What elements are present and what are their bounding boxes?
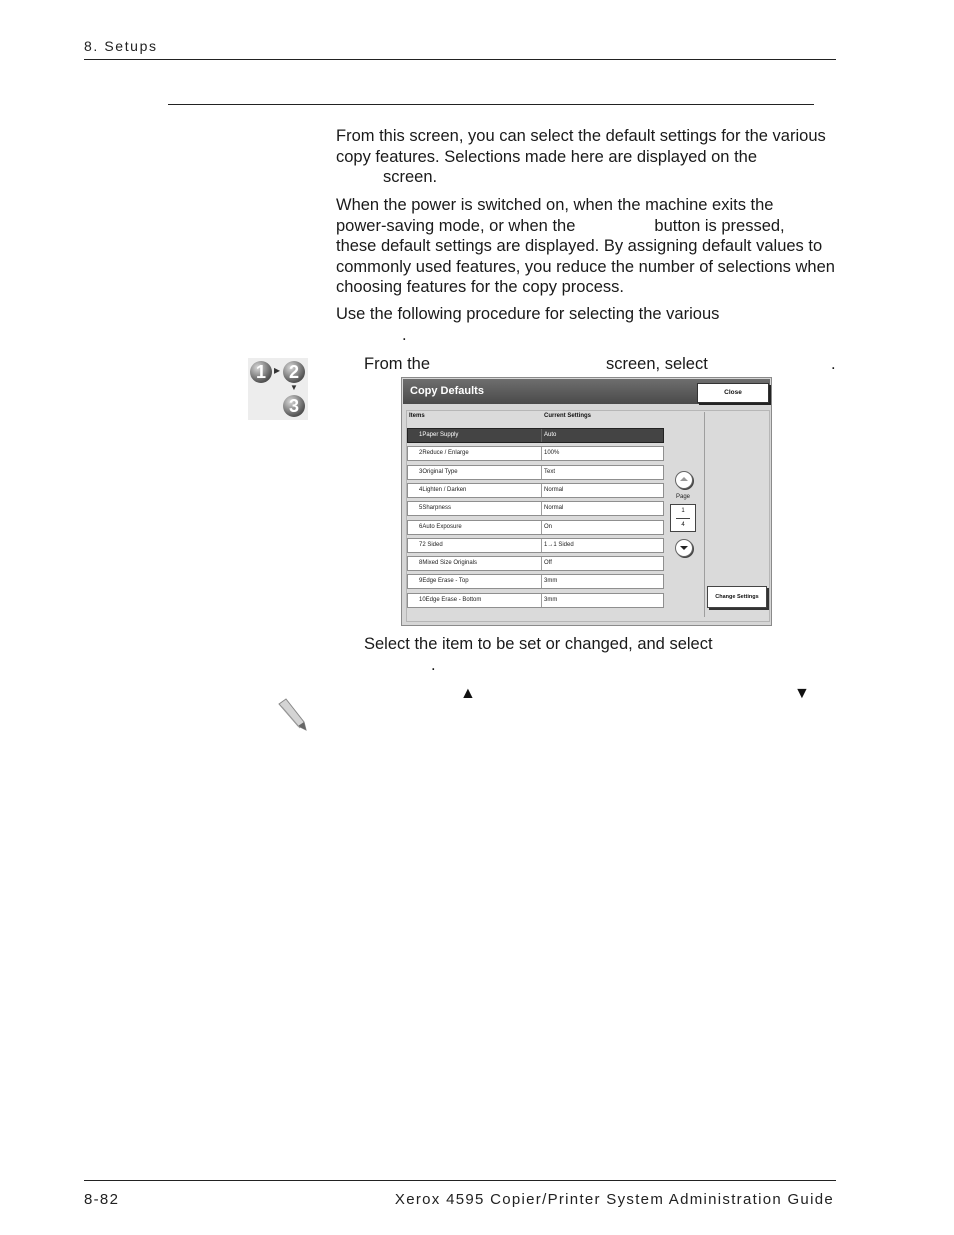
step-1-end: . [831, 355, 836, 373]
setting-value: On [544, 523, 553, 530]
intro-paragraph [336, 126, 836, 188]
settings-row[interactable] [407, 538, 664, 553]
page-number: 8-82 [84, 1191, 120, 1208]
setting-item-label: 6Auto Exposure [419, 523, 462, 530]
setting-item-label: 9Edge Erase - Top [419, 578, 469, 585]
screen-title-bar [403, 379, 770, 404]
setting-item-label: 1Paper Supply [419, 432, 459, 438]
procedure-paragraph [336, 304, 836, 345]
scroll-up-button[interactable] [675, 471, 693, 489]
row-divider [541, 594, 542, 607]
page-label: Page [676, 494, 691, 500]
down-triangle-symbol: ▼ [794, 685, 810, 702]
settings-row[interactable] [407, 593, 664, 608]
setting-item-label: 72 Sided [419, 541, 443, 548]
settings-row[interactable] [407, 483, 664, 498]
row-divider [541, 575, 542, 588]
setting-value: 3mm [544, 578, 558, 585]
setting-value: Normal [544, 505, 564, 512]
step-1-text [364, 355, 430, 374]
settings-row[interactable] [407, 556, 664, 571]
page-current: 1 [676, 505, 690, 519]
settings-row[interactable] [407, 520, 664, 535]
copy-defaults-screen [401, 377, 772, 626]
setting-item-label: 10Edge Erase - Bottom [419, 596, 482, 603]
setting-item-label: 3Original Type [419, 468, 458, 475]
setting-value: Off [544, 560, 552, 567]
up-triangle-symbol: ▲ [460, 685, 476, 702]
step-numbers-icon [248, 358, 308, 420]
page-indicator [670, 504, 696, 532]
header-rule [84, 59, 836, 60]
row-divider [541, 502, 542, 515]
setting-value: Auto [544, 432, 557, 438]
step-arrow-right-icon: ▸ [274, 363, 281, 377]
step-1-middle: screen, select [606, 355, 708, 373]
step-3-ball: 3 [283, 395, 305, 417]
power-text-3: button is pressed, [654, 216, 785, 235]
down-arrow-icon [676, 540, 692, 556]
close-button[interactable]: Close [697, 383, 769, 403]
power-paragraph [336, 195, 836, 298]
guide-title: Xerox 4595 Copier/Printer System Administration Guide [394, 1191, 834, 1208]
row-divider [541, 557, 542, 570]
intro-text: From this screen, you can select the default settings for the various copy features. Selections made here are displayed on the [336, 127, 826, 166]
change-settings-button[interactable]: Change Settings [707, 586, 767, 608]
setting-value: 100% [544, 450, 560, 457]
current-settings-column-header: Current Settings [544, 413, 592, 419]
power-text-1: When the power is switched on, when the machine exits the [336, 196, 774, 214]
setting-item-label: 2Reduce / Enlarge [419, 450, 469, 457]
setting-item-label: 4Lighten / Darken [419, 486, 467, 493]
procedure-text: Use the following procedure for selecting the various [336, 305, 720, 323]
step-2-text: Select the item to be set or changed, and select [364, 635, 713, 653]
setting-item-label: 8Mixed Size Originals [419, 560, 478, 567]
settings-row[interactable] [407, 501, 664, 516]
scroll-down-button[interactable] [675, 539, 693, 557]
section-rule [168, 104, 814, 105]
settings-row[interactable] [407, 428, 664, 443]
setting-item-label: 5Sharpness [419, 505, 452, 512]
settings-row[interactable] [407, 446, 664, 461]
step-2-text-end: . [431, 656, 436, 674]
setting-value: Normal [544, 486, 564, 493]
row-divider [541, 466, 542, 479]
settings-row[interactable] [407, 574, 664, 589]
running-header: 8. Setups [84, 38, 158, 54]
pencil-note-icon [276, 696, 310, 732]
row-divider [541, 521, 542, 534]
power-text-2: power-saving mode, or when the [336, 216, 576, 235]
screen-title: Copy Defaults [410, 385, 484, 397]
row-divider [541, 484, 542, 497]
procedure-text-end: . [402, 325, 407, 344]
setting-value: Text [544, 468, 556, 475]
power-text-4: these default settings are displayed. By assigning default values to commonly used features, you reduce the number of selections when choosing features for the copy process. [336, 237, 835, 296]
step-1-ball: 1 [250, 361, 272, 383]
intro-text-end: screen. [383, 168, 438, 186]
page-total: 4 [681, 522, 685, 528]
panel-divider [704, 412, 705, 617]
up-arrow-icon [676, 472, 692, 488]
row-divider [541, 447, 542, 460]
setting-value: 3mm [544, 596, 558, 603]
setting-value: 1→1 Sided [544, 541, 574, 548]
footer-rule [84, 1180, 836, 1181]
row-divider [541, 539, 542, 552]
step-2-ball: 2 [283, 361, 305, 383]
items-column-header: Items [409, 413, 425, 419]
row-divider [541, 429, 542, 442]
step-arrow-down-icon: ▼ [290, 383, 298, 392]
settings-row[interactable] [407, 465, 664, 480]
step-1-before: From the [364, 355, 431, 373]
